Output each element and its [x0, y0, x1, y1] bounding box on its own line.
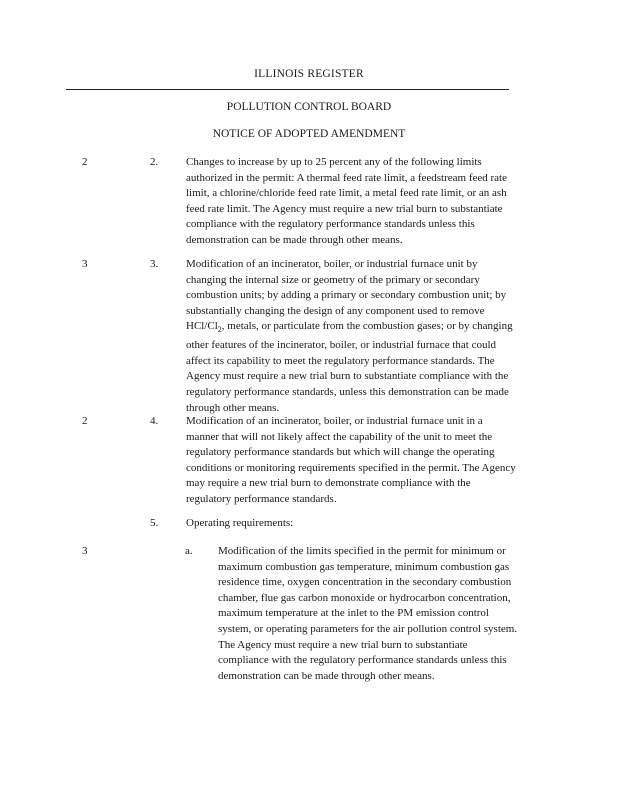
register-title: ILLINOIS REGISTER [254, 68, 364, 80]
item-text: Modification of an incinerator, boiler, or industrial furnace unit in a manner that will not likely affect the capability of the unit to meet the regulatory performance standards but which will change the operating conditions or monitoring requirements specified in the permit. The Agency may require a new trial burn to demonstrate compliance with the regulatory performance standards. [186, 415, 516, 505]
item-text-part: , metals, or particulate from the combustion gases; or by changing other features of the incinerator, boiler, or industrial furnace that could affect its capability to meet the regulatory performance standards. The Agency must require a new trial burn to substantiate compliance with the regulatory performance standards, unless this demonstration can be made through other means. [186, 320, 513, 414]
item-number: 2. [150, 156, 159, 168]
rule-tick-right [485, 89, 509, 90]
notice-title: NOTICE OF ADOPTED AMENDMENT [212, 128, 406, 140]
item-text: Changes to increase by up to 25 percent any of the following limits authorized in the permit: A thermal feed rate limit, a feedstream feed rate limit, a chlorine/chloride feed rate limit, a metal feed rate limit, or an ash feed rate limit. The Agency must require a new trial burn to substantiate compliance with the regulatory performance standards unless this demonstration can be made through other means. [186, 156, 507, 246]
category-number: 2 [82, 156, 88, 168]
category-number: 3 [82, 258, 88, 270]
board-title: POLLUTION CONTROL BOARD [226, 101, 392, 113]
item-text: Modification of the limits specified in the permit for minimum or maximum combustion gas temperature, minimum combustion gas residence time, oxygen concentration in the secondary combustion chamber, flue gas carbon monoxide or hydrocarbon concentration, maximum temperature at the inlet to the PM emission control system, or operating parameters for the air pollution control system. The Agency must require a new trial burn to substantiate compliance with the regulatory performance standards unless this demonstration can be made through other means. [218, 545, 518, 682]
item-number: 4. [150, 415, 159, 427]
item-text-part: Modification of an incinerator, boiler, or industrial furnace unit by changing the internal size or geometry of the primary or secondary combustion units; by adding a primary or secondary combustion unit; by substantially changing the design of any component used to remove HCl/Cl [186, 258, 507, 333]
item-number: 5. [150, 517, 159, 529]
item-letter: a. [185, 545, 193, 557]
category-number: 2 [82, 415, 88, 427]
category-number: 3 [82, 545, 88, 557]
subscript: 2 [217, 325, 222, 335]
item-text [186, 257, 516, 416]
header-rule [66, 89, 509, 90]
rule-tick-left [122, 89, 132, 90]
item-number: 3. [150, 258, 159, 270]
item-label: Operating requirements: [186, 517, 294, 529]
